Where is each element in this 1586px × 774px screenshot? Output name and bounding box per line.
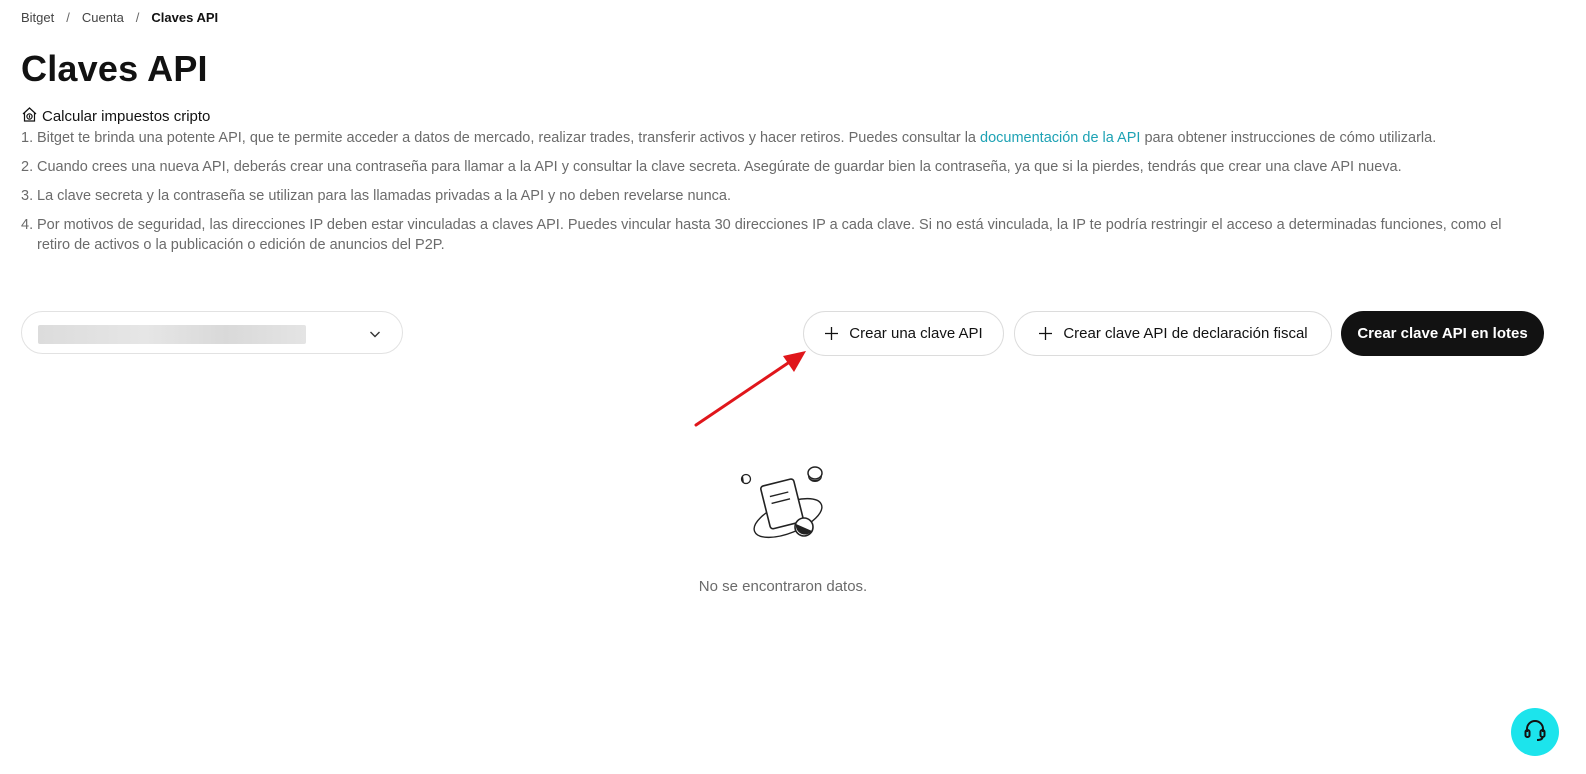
info-item-text: Cuando crees una nueva API, deberás crear una contraseña para llamar a la API y consultar la clave secreta. Asegúrate de guardar bien la contraseña, ya que si la pierdes, tendrás que crear una clave API nueva. (37, 159, 1402, 175)
tax-calculator-label: Calcular impuestos cripto (42, 108, 211, 125)
info-item (21, 128, 1521, 148)
api-info-list (21, 128, 1521, 264)
breadcrumb-item-cuenta[interactable]: Cuenta (81, 10, 124, 25)
account-select[interactable] (21, 311, 403, 354)
create-batch-api-key-label: Crear clave API en lotes (1357, 325, 1528, 342)
info-item-text (37, 128, 1521, 148)
info-item-text: La clave secreta y la contraseña se utilizan para las llamadas privadas a la API y no deben revelarse nunca. (37, 188, 731, 204)
info-item (21, 215, 1521, 255)
info-item-text-part: para obtener instrucciones de cómo utilizarla. (1140, 130, 1437, 146)
info-item-number: 3. (21, 188, 34, 204)
empty-state-text: No se encontraron datos. (698, 578, 868, 595)
breadcrumb-item-bitget[interactable]: Bitget (21, 10, 55, 25)
breadcrumb-current: Claves API (151, 10, 219, 25)
create-fiscal-api-key-button[interactable] (1014, 311, 1332, 356)
support-chat-button[interactable] (1511, 708, 1559, 756)
info-item (21, 157, 1521, 177)
info-item-number: 2. (21, 159, 34, 175)
create-api-key-label: Crear una clave API (849, 325, 983, 342)
tax-calculator-link[interactable] (21, 106, 210, 127)
plus-icon (824, 326, 839, 341)
annotation-arrow (690, 345, 812, 431)
blurred-account-value (38, 325, 306, 344)
breadcrumb-separator: / (135, 10, 140, 25)
headset-icon (1522, 717, 1548, 748)
info-item-number: 4. (21, 217, 34, 233)
create-fiscal-api-key-label: Crear clave API de declaración fiscal (1063, 325, 1308, 342)
tax-house-icon (21, 106, 42, 127)
breadcrumb-separator: / (66, 10, 70, 25)
chevron-down-icon (368, 327, 382, 346)
breadcrumb (21, 10, 218, 25)
info-item-text: Por motivos de seguridad, las direcciones IP deben estar vinculadas a claves API. Puedes vincular hasta 30 direcciones IP a cada clave. Si no está vinculada, la IP te podría restringir el acceso a determinadas funciones, como el retiro de activos o la publicación o edición de anuncios del P2P. (37, 217, 1502, 253)
plus-icon (1038, 326, 1053, 341)
api-docs-link[interactable]: documentación de la API (980, 130, 1141, 146)
create-batch-api-key-button[interactable] (1341, 311, 1544, 356)
create-api-key-button[interactable] (803, 311, 1004, 356)
info-item (21, 186, 1521, 206)
info-item-number: 1. (21, 130, 34, 146)
empty-state-illustration (736, 462, 832, 546)
info-item-text-part: Bitget te brinda una potente API, que te permite acceder a datos de mercado, realizar trades, transferir activos y hacer retiros. Puedes consultar la (37, 130, 981, 146)
page-title: Claves API (21, 48, 208, 89)
